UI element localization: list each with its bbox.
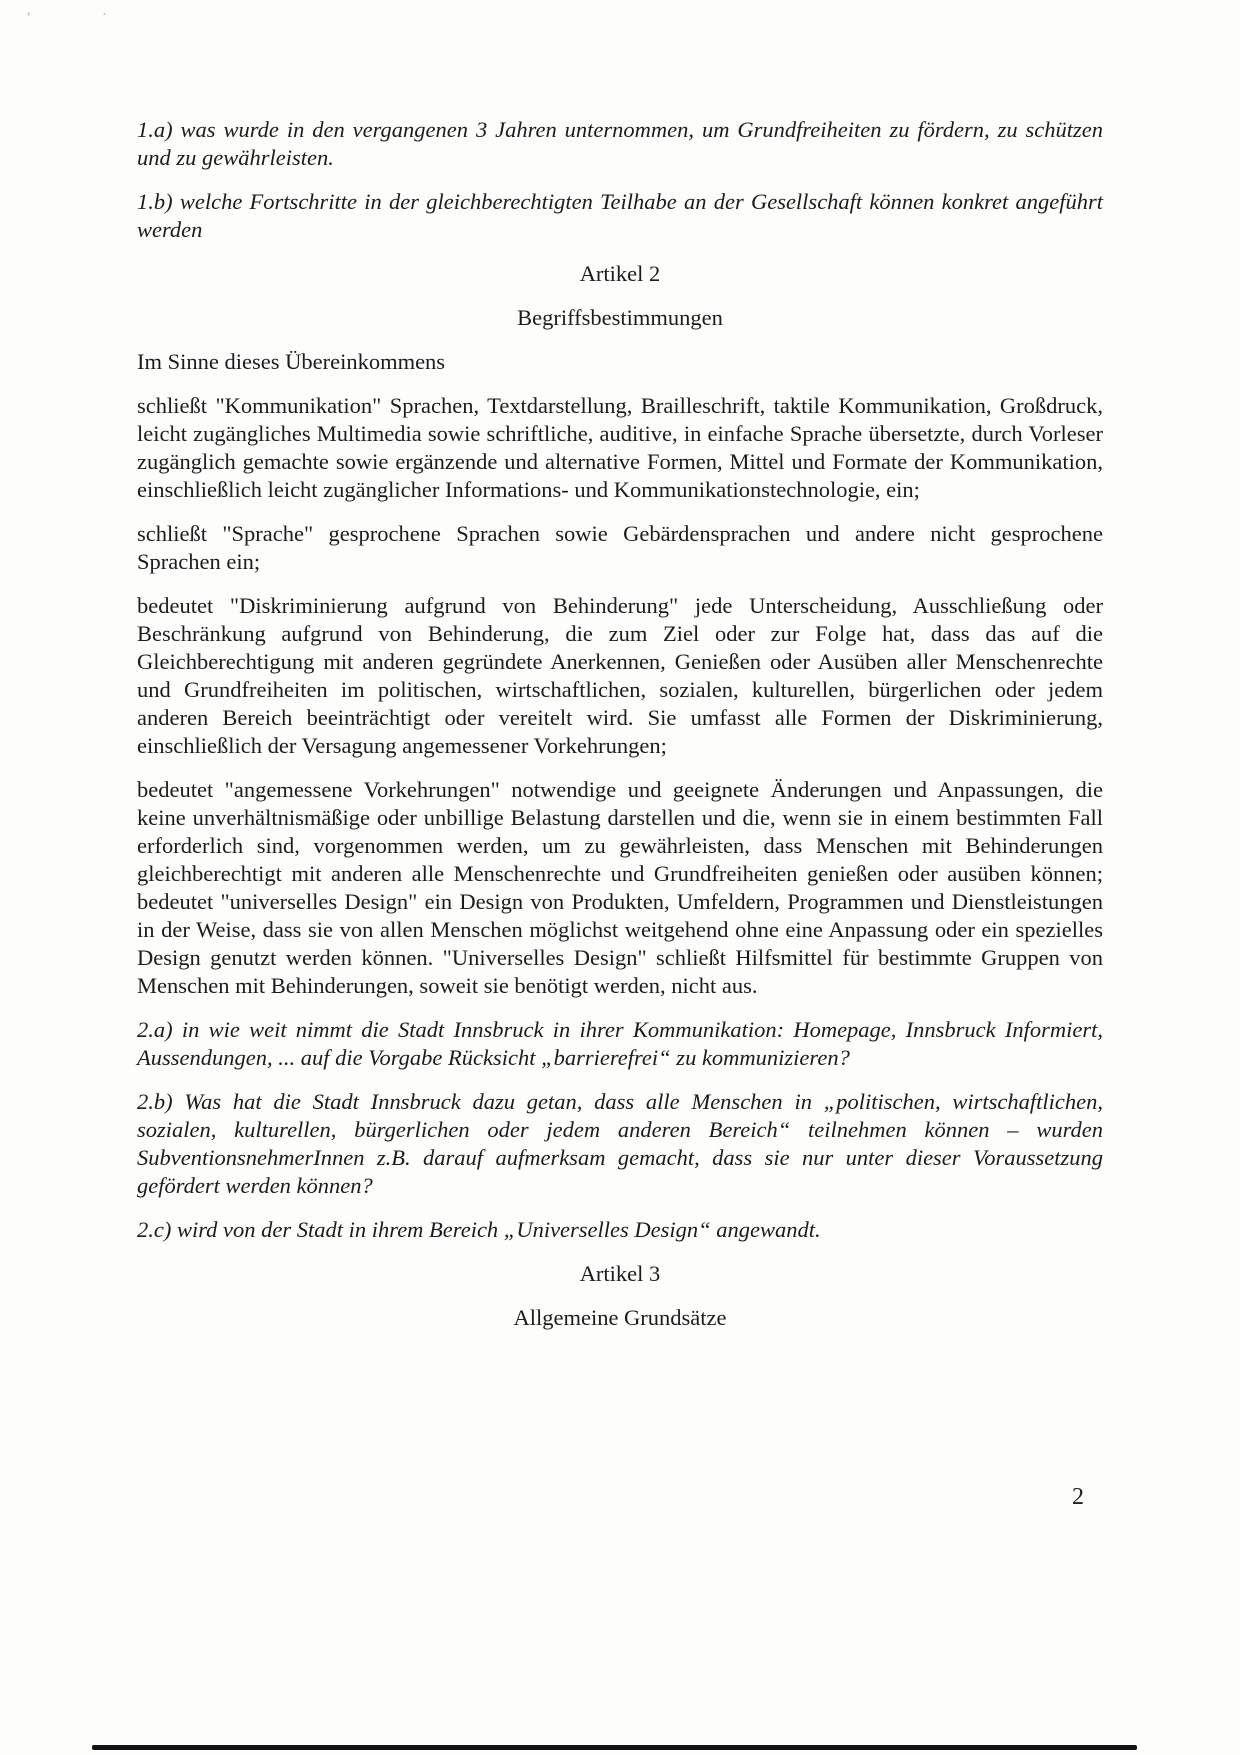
paragraph-def-sprache: schließt "Sprache" gesprochene Sprachen sowie Gebärdensprachen und andere nicht gesprochene Sprachen ein; xyxy=(137,521,1103,574)
heading-begriffsbestimmungen: Begriffsbestimmungen xyxy=(517,305,723,330)
document-body xyxy=(137,116,1103,1348)
paragraph-question-1a: 1.a) was wurde in den vergangenen 3 Jahren unternommen, um Grundfreiheiten zu fördern, zu schützen und zu gewährleisten. xyxy=(137,117,1103,170)
scan-artifact-mark: · xyxy=(102,7,107,23)
scan-artifact-mark: ‚ xyxy=(26,2,31,18)
paragraph-question-2b: 2.b) Was hat die Stadt Innsbruck dazu getan, dass alle Menschen in „politischen, wirtschaftlichen, sozialen, kulturellen, bürgerlichen oder jedem anderen Bereich“ teilnehmen können – wurden SubventionsnehmerInnen z.B. darauf aufmerksam gemacht, dass sie nur unter dieser Voraussetzung gefördert werden können? xyxy=(137,1089,1103,1198)
heading-allgemeine-grundsaetze: Allgemeine Grundsätze xyxy=(513,1305,727,1330)
paragraph-intro: Im Sinne dieses Übereinkommens xyxy=(137,349,446,374)
heading-artikel-2: Artikel 2 xyxy=(579,261,661,286)
scan-edge-line xyxy=(92,1745,1137,1750)
paragraph-def-diskriminierung: bedeutet "Diskriminierung aufgrund von Behinderung" jede Unterscheidung, Ausschließung oder Beschränkung aufgrund von Behinderung, die zum Ziel oder zur Folge hat, dass das auf die Gleichberechtigung mit anderen gegründete Anerkennen, Genießen oder Ausüben aller Menschenrechte und Grundfreiheiten im politischen, wirtschaftlichen, sozialen, kulturellen, bürgerlichen oder jedem anderen Bereich beeinträchtigt oder vereitelt wird. Sie umfasst alle Formen der Diskriminierung, einschließlich der Versagung angemessener Vorkehrungen; xyxy=(137,593,1103,758)
paragraph-question-2c: 2.c) wird von der Stadt in ihrem Bereich „Universelles Design“ angewandt. xyxy=(137,1217,821,1242)
page-number: 2 xyxy=(1072,1484,1084,1510)
paragraph-question-2a: 2.a) in wie weit nimmt die Stadt Innsbruck in ihrer Kommunikation: Homepage, Innsbruck Informiert, Aussendungen, ... auf die Vorgabe Rücksicht „barrierefrei“ zu kommunizieren? xyxy=(137,1017,1103,1070)
heading-artikel-3: Artikel 3 xyxy=(579,1261,661,1286)
paragraph-def-kommunikation: schließt "Kommunikation" Sprachen, Textdarstellung, Brailleschrift, taktile Kommunikation, Großdruck, leicht zugängliches Multimedia sowie schriftliche, auditive, in einfache Sprache übersetzte, durch Vorleser zugänglich gemachte sowie ergänzende und alternative Formen, Mittel und Formate der Kommunikation, einschließlich leicht zugänglicher Informations- und Kommunikationstechnologie, ein; xyxy=(137,393,1103,502)
paragraph-def-vorkehrungen: bedeutet "angemessene Vorkehrungen" notwendige und geeignete Änderungen und Anpassungen, die keine unverhältnismäßige oder unbillige Belastung darstellen und die, wenn sie in einem bestimmten Fall erforderlich sind, vorgenommen werden, um zu gewährleisten, dass Menschen mit Behinderungen gleichberechtigt mit anderen alle Menschenrechte und Grundfreiheiten genießen oder ausüben können; bedeutet "universelles Design" ein Design von Produkten, Umfeldern, Programmen und Dienstleistungen in der Weise, dass sie von allen Menschen möglichst weitgehend ohne eine Anpassung oder ein spezielles Design genutzt werden können. "Universelles Design" schließt Hilfsmittel für bestimmte Gruppen von Menschen mit Behinderungen, soweit sie benötigt werden, nicht aus. xyxy=(137,777,1103,998)
paragraph-question-1b: 1.b) welche Fortschritte in der gleichberechtigten Teilhabe an der Gesellschaft können konkret angeführt werden xyxy=(137,189,1103,242)
